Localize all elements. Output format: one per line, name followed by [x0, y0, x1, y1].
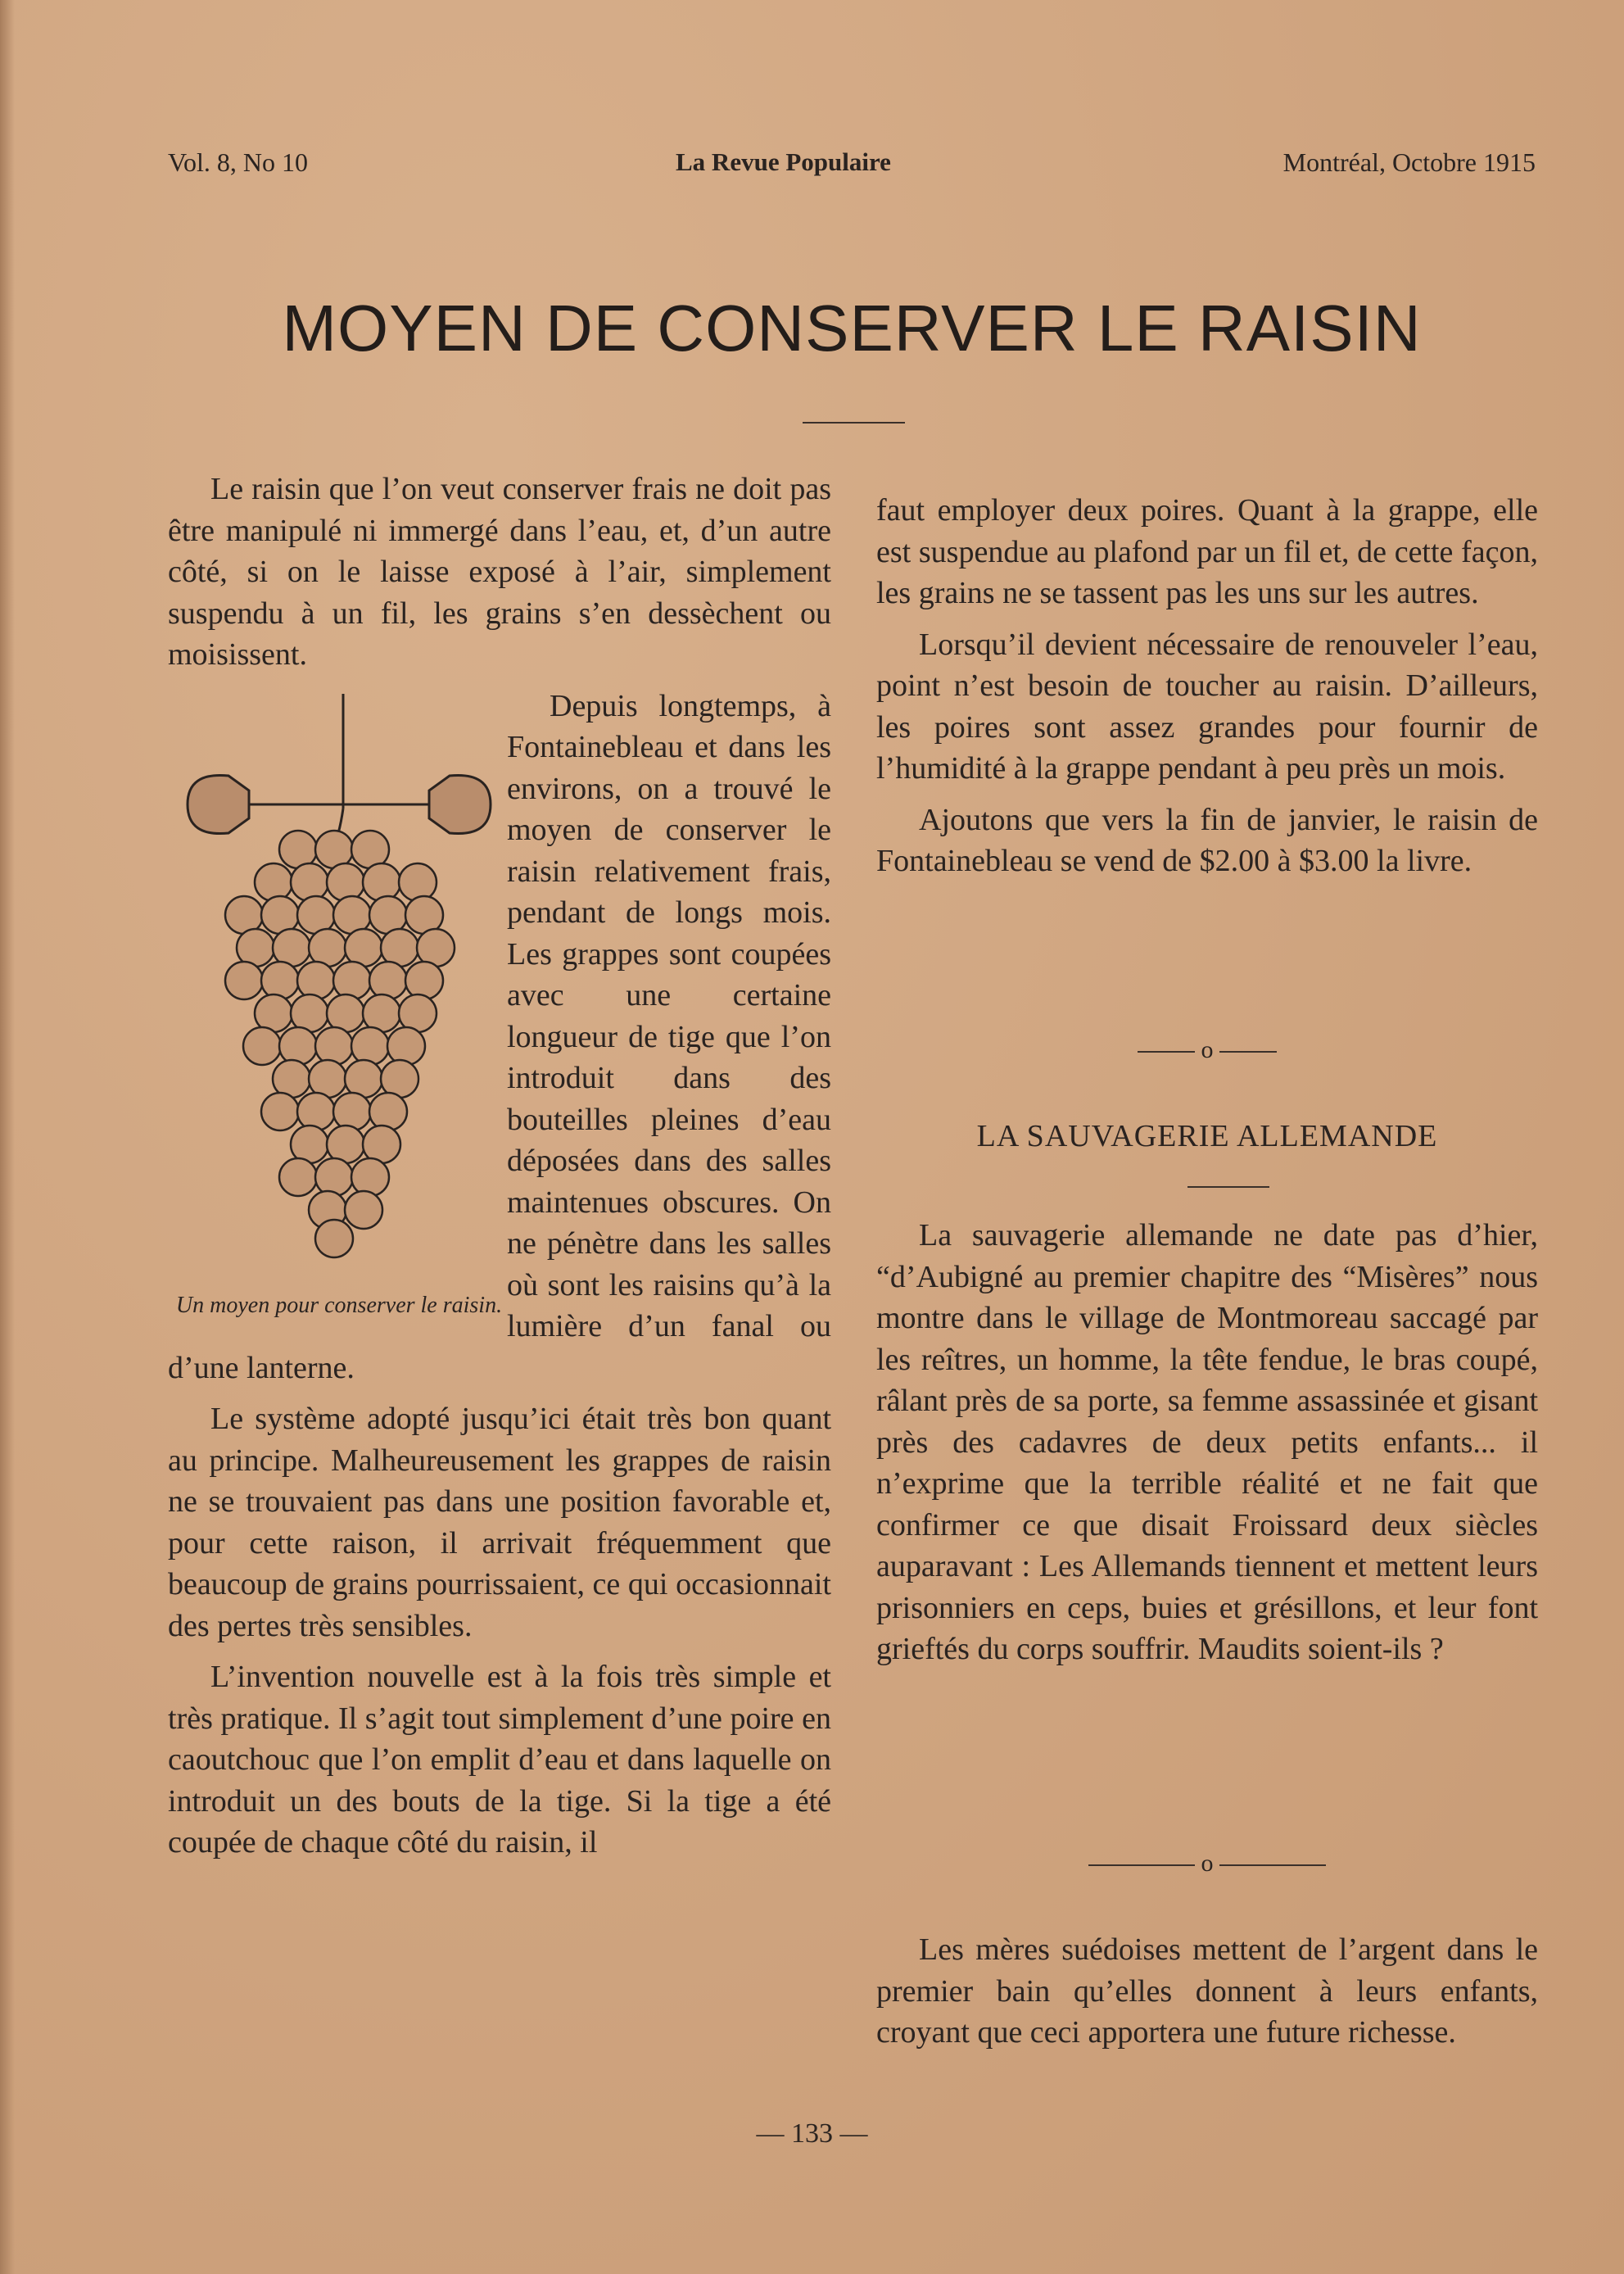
note-column: [876, 1929, 1538, 2063]
grape-bunch-illustration: [171, 686, 507, 1284]
grape: [363, 863, 400, 901]
grape: [297, 962, 335, 999]
article-paragraph-7: Ajoutons que vers la fin de janvier, le raisin de Fontainebleau se vend de $2.00 à $3.00 la livre.: [876, 802, 1538, 878]
grape: [333, 1093, 371, 1130]
grape: [399, 863, 437, 901]
separator-line: [1088, 1864, 1195, 1866]
grape: [255, 863, 292, 901]
article-paragraph-4: L’invention nouvelle est à la fois très simple et très pratique. Il s’agit tout simplement d’une poire en caoutchouc que l’on emplit d’eau et dans laquelle on introduit un des bouts de la tige. Si la tige a été coupée de chaque côté du raisin, il: [168, 1660, 831, 1860]
grape: [291, 863, 328, 901]
separator-2: [876, 1850, 1538, 1878]
article-paragraph-2: [168, 686, 831, 1389]
grape: [315, 1158, 353, 1196]
section-paragraph: La sauvagerie allemande ne date pas d’hier, “d’Aubigné au premier chapitre des “Misères” nous montre dans le village de Montmoreau saccagé par les reîtres, un homme, la tête fendue, le bras coupé, râlant près de sa porte, sa femme assassinée et gisant près des cadavres de deux petits enfants... il n’exprime que la terrible réalité et ne fait que confirmer ce que disait Froissard deux siècles auparavant : Les Allemands tiennent et mettent leurs prisonniers en ceps, buies et grésillons, et leur font grieftés du corps souffrir. Maudits soient-ils ?: [876, 1218, 1538, 1666]
figure-caption: Un moyen pour conserver le raisin.: [175, 1292, 503, 1318]
article-paragraph-1: Le raisin que l’on veut conserver frais ne doit pas être manipulé ni immergé dans l’eau, et, d’un autre côté, si on le laisse exposé à l’air, simplement suspendu à un fil, les grains s’en dessèchent ou moisissent.: [168, 472, 831, 672]
separator-line: [1219, 1051, 1277, 1053]
right-column: [876, 490, 1538, 892]
article-paragraph-2-text: Depuis longtemps, à Fontainebleau et dans les environs, on a trouvé le moyen de conserver le raisin relativement frais, pendant de longs mois. Les grappes sont coupées avec une certaine longueur de tige que l’on introduit dans des bouteilles pleines d’eau déposées dans des salles maintenues obscures. On ne pénètre dans les salles où sont les raisins qu’à la lumière d’un fanal ou d’une lanterne.: [168, 688, 831, 1385]
figure-wrapper: [163, 686, 507, 1333]
grape: [225, 962, 263, 999]
section-column: [876, 1215, 1538, 1680]
grape: [405, 962, 443, 999]
article-paragraph-3: Le système adopté jusqu’ici était très bon quant au principe. Malheureusement les grappes de raisin ne se trouvaient pas dans une position favorable et, pour cette raison, il arrivait fréquemment que beaucoup de grains pourrissaient, ce qui occasionnait des pertes très sensibles.: [168, 1402, 831, 1643]
grape: [387, 1027, 425, 1065]
grape: [333, 962, 371, 999]
grape: [369, 962, 407, 999]
title-rule: [803, 422, 905, 424]
left-column: [168, 469, 831, 1873]
separator-mark: o: [1201, 1036, 1214, 1063]
grape: [369, 1093, 407, 1130]
separator-1: [876, 1036, 1538, 1064]
grape: [351, 1158, 389, 1196]
separator-line: [1219, 1864, 1326, 1866]
article-title: MOYEN DE CONSERVER LE RAISIN: [282, 292, 1422, 365]
page-edge-shadow: [0, 0, 15, 2274]
grape: [315, 1220, 353, 1257]
grape: [315, 1027, 353, 1065]
article-paragraph-5: faut employer deux poires. Quant à la grappe, elle est suspendue au plafond par un fil et, de cette façon, les grains ne se tassent pas les uns sur les autres.: [876, 493, 1538, 610]
section-title: LA SAUVAGERIE ALLEMANDE: [976, 1119, 1438, 1153]
note-paragraph: Les mères suédoises mettent de l’argent dans le premier bain qu’elles donnent à leurs enfants, croyant que ceci apportera une future richesse.: [876, 1932, 1538, 2050]
grape: [243, 1027, 281, 1065]
running-header: [168, 147, 1536, 188]
grape: [279, 1158, 317, 1196]
grape: [327, 863, 364, 901]
grape: [261, 962, 299, 999]
grape: [345, 1191, 382, 1229]
volume-number: Vol. 8, No 10: [168, 147, 308, 177]
grape: [297, 1093, 335, 1130]
place-date: Montréal, Octobre 1915: [1282, 147, 1536, 177]
separator-mark: o: [1201, 1850, 1214, 1877]
grape: [351, 1027, 389, 1065]
article-paragraph-6: Lorsqu’il devient nécessaire de renouveler l’eau, point n’est besoin de toucher au raisin. D’ailleurs, les poires sont assez grandes pour fournir de l’humidité à la grappe pendant à peu près un mois.: [876, 627, 1538, 786]
grape: [279, 1027, 317, 1065]
magazine-name: La Revue Populaire: [676, 147, 891, 176]
separator-line: [1138, 1051, 1195, 1053]
section-rule: [1187, 1186, 1269, 1188]
grape: [261, 1093, 299, 1130]
page-number: — 133 —: [756, 2118, 868, 2149]
